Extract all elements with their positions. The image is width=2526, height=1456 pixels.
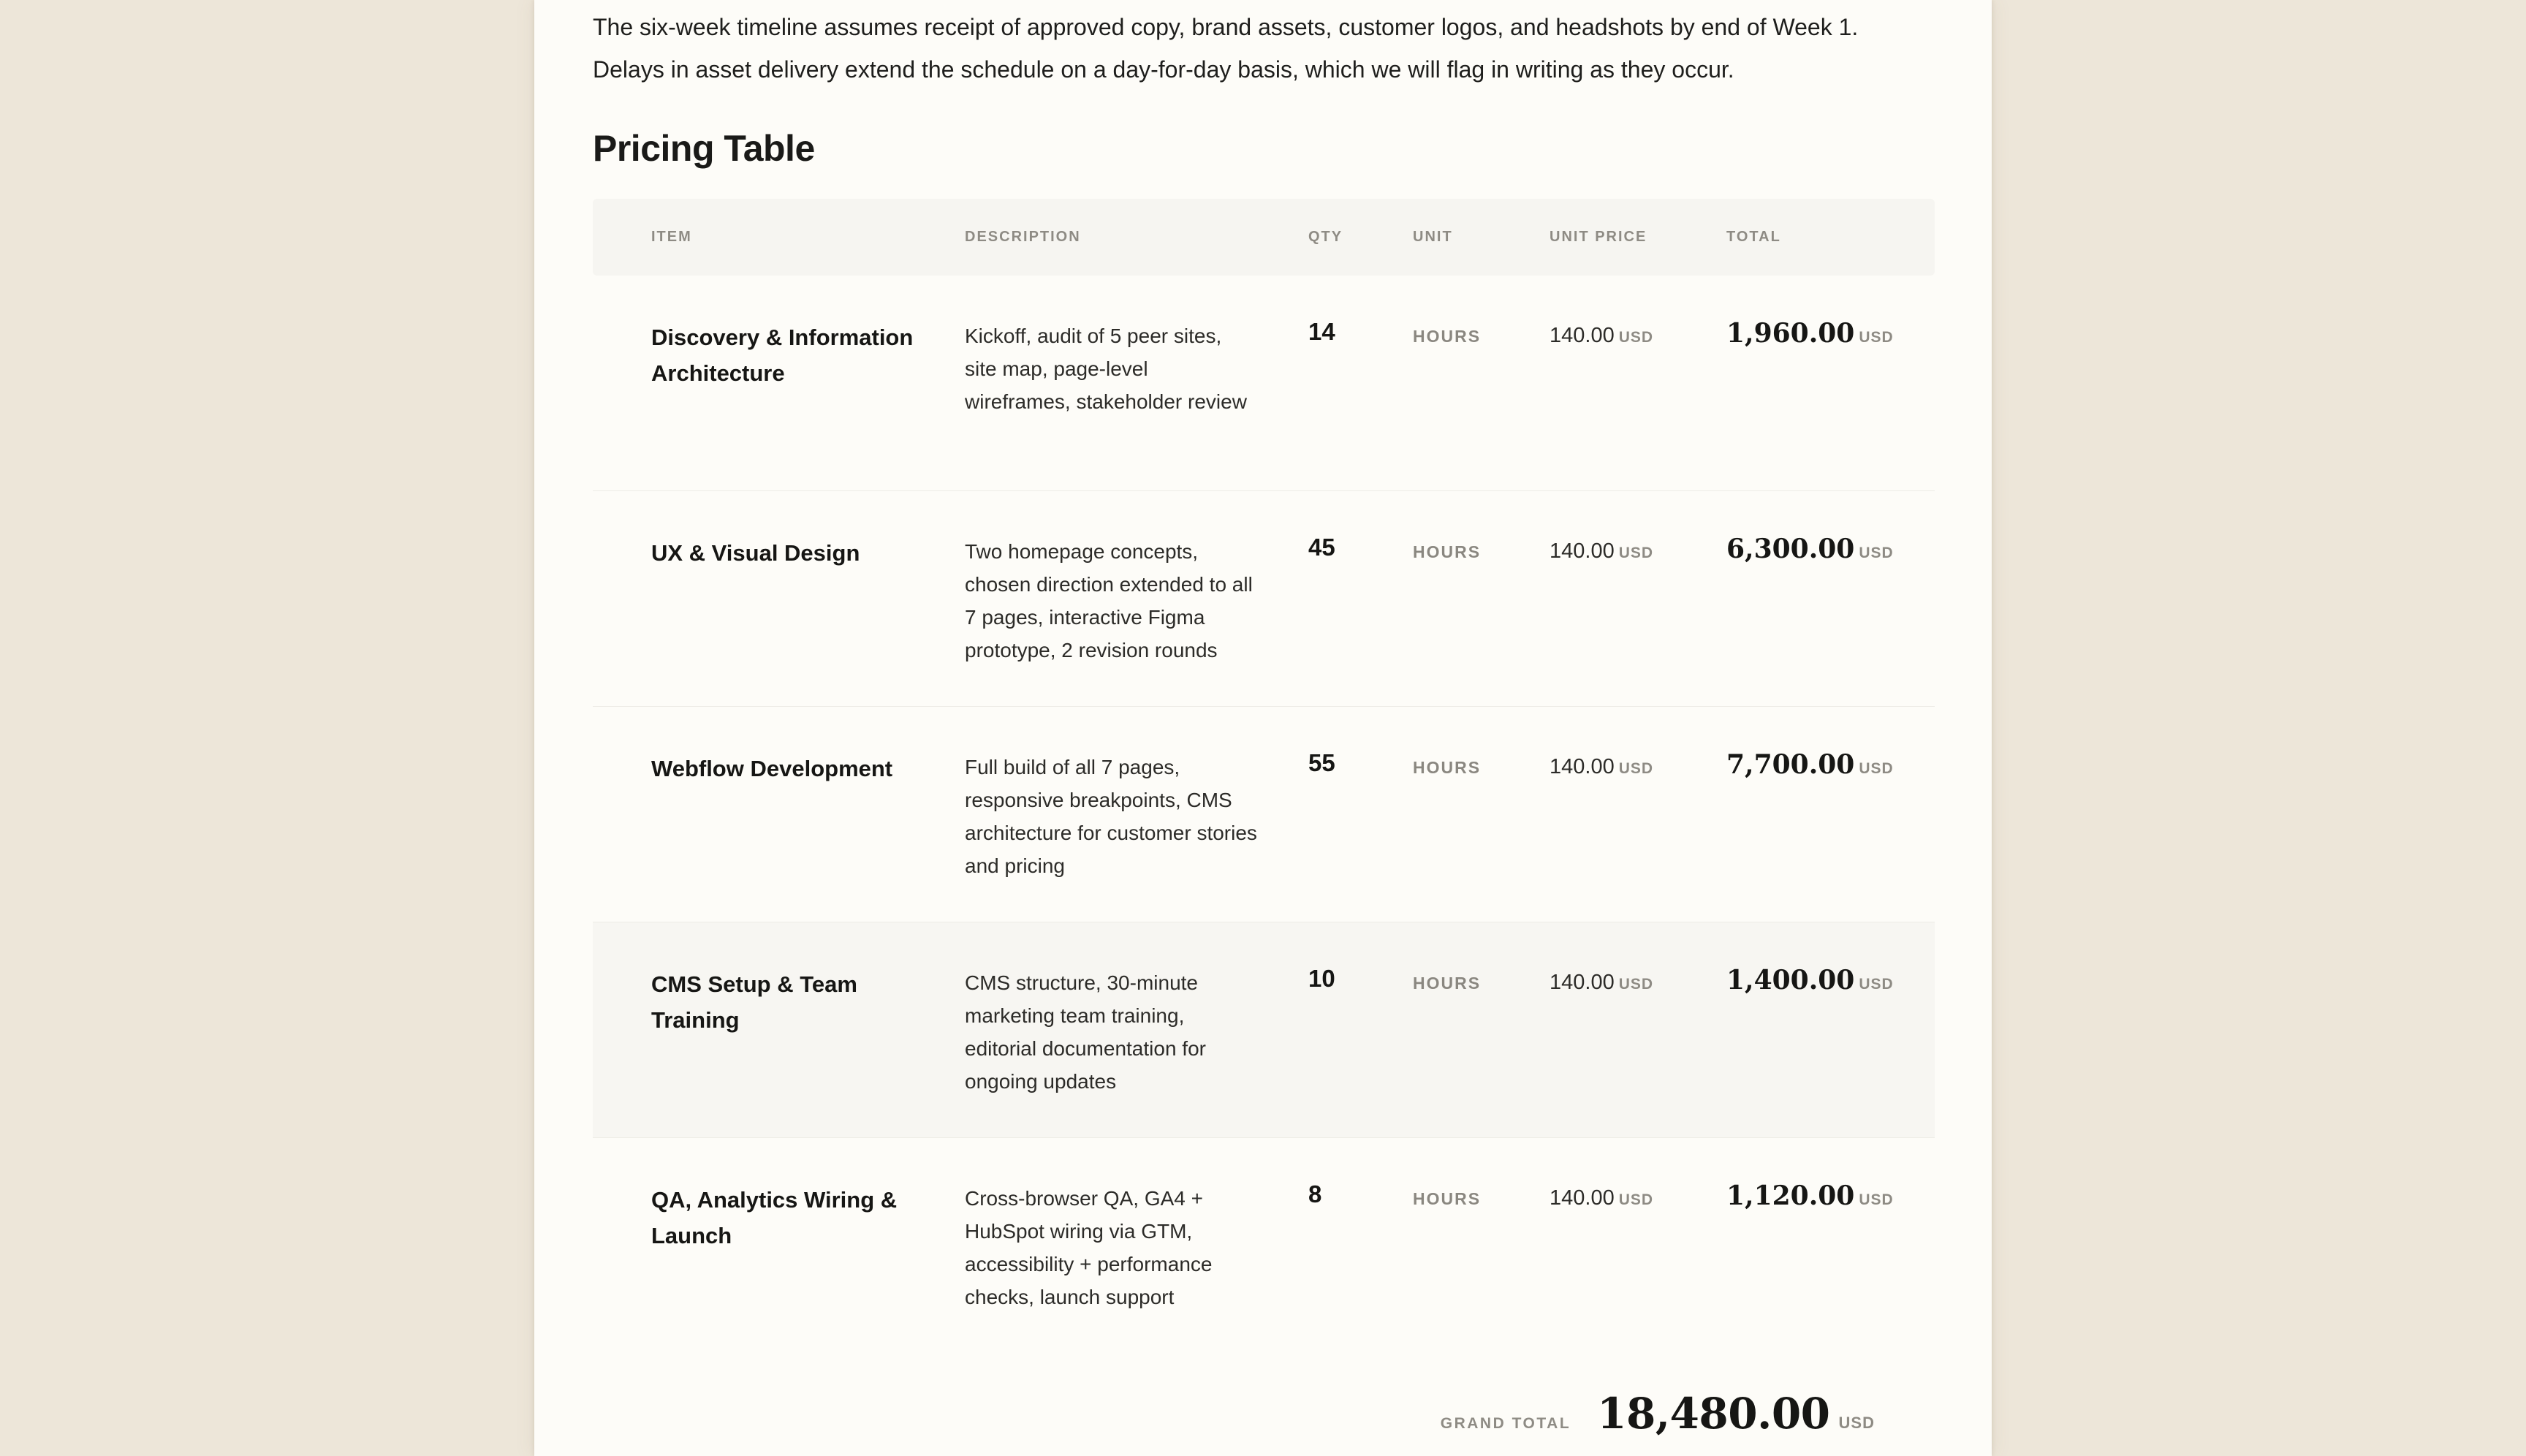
timeline-note-line-2: Delays in asset delivery extend the schedule on a day-for-day basis, which we will flag in writing as they occur. [593, 56, 1734, 83]
row-unit: HOURS [1413, 542, 1482, 561]
row-qty: 14 [1308, 318, 1335, 345]
row-unit: HOURS [1413, 758, 1482, 777]
row-unit-price [1550, 539, 1653, 564]
column-header-qty: QTY [1308, 229, 1343, 245]
row-total [1726, 965, 1894, 996]
row-description: CMS structure, 30-minute marketing team training, editorial documentation for ongoing updates [965, 971, 1206, 1093]
proposal-page [534, 0, 1992, 1456]
total-value: 1,120.00 [1726, 1180, 1855, 1211]
row-unit-price [1550, 1186, 1653, 1210]
column-header-item: ITEM [651, 229, 692, 245]
table-row [593, 1138, 1935, 1353]
row-item-name: UX & Visual Design [651, 540, 860, 566]
currency-label: USD [1618, 976, 1654, 993]
currency-label: USD [1859, 545, 1894, 561]
total-value: 6,300.00 [1726, 534, 1855, 564]
row-unit-price [1550, 324, 1653, 348]
unit-price-value: 140.00 [1550, 539, 1615, 563]
row-item-name: CMS Setup & Team Training [651, 971, 857, 1033]
row-total [1726, 318, 1894, 349]
currency-label: USD [1618, 329, 1654, 346]
timeline-note-line-1: The six-week timeline assumes receipt of approved copy, brand assets, customer logos, and headshots by end of Week 1. [593, 14, 1859, 40]
pricing-table-header [593, 199, 1935, 276]
row-description: Two homepage concepts, chosen direction extended to all 7 pages, interactive Figma prototype, 2 revision rounds [965, 540, 1253, 661]
column-header-unit-price: UNIT PRICE [1550, 229, 1647, 245]
row-description: Cross-browser QA, GA4 + HubSpot wiring via GTM, accessibility + performance checks, launch support [965, 1187, 1213, 1308]
row-item-name: Discovery & Information Architecture [651, 325, 914, 386]
unit-price-value: 140.00 [1550, 324, 1615, 347]
unit-price-value: 140.00 [1550, 1186, 1615, 1210]
row-qty: 10 [1308, 965, 1335, 992]
grand-total-label: GRAND TOTAL [1440, 1415, 1571, 1432]
row-total [1726, 534, 1894, 564]
grand-total-value: 18,480.00 [1597, 1389, 1830, 1438]
currency-label: USD [1618, 545, 1654, 561]
table-row [593, 491, 1935, 707]
currency-label: USD [1859, 760, 1894, 777]
row-unit-price [1550, 755, 1653, 779]
row-description: Kickoff, audit of 5 peer sites, site map, page-level wireframes, stakeholder review [965, 325, 1247, 413]
currency-label: USD [1859, 1191, 1894, 1208]
table-row [593, 276, 1935, 491]
row-unit: HOURS [1413, 327, 1482, 346]
column-header-description: DESCRIPTION [965, 229, 1081, 245]
column-header-total: TOTAL [1726, 229, 1781, 245]
table-row [593, 922, 1935, 1138]
row-unit: HOURS [1413, 1189, 1482, 1208]
row-item-name: Webflow Development [651, 756, 893, 781]
pricing-table-title: Pricing Table [593, 128, 815, 169]
total-value: 7,700.00 [1726, 749, 1855, 780]
currency-label: USD [1618, 1191, 1654, 1208]
currency-label: USD [1838, 1414, 1875, 1432]
currency-label: USD [1618, 760, 1654, 777]
column-header-unit: UNIT [1413, 229, 1453, 245]
row-qty: 45 [1308, 534, 1335, 561]
total-value: 1,400.00 [1726, 965, 1855, 996]
unit-price-value: 140.00 [1550, 971, 1615, 994]
row-total [1726, 749, 1894, 780]
grand-total [1441, 1389, 1875, 1438]
row-total [1726, 1180, 1894, 1211]
currency-label: USD [1859, 976, 1894, 993]
row-unit: HOURS [1413, 974, 1482, 993]
row-item-name: QA, Analytics Wiring & Launch [651, 1187, 898, 1248]
total-value: 1,960.00 [1726, 318, 1855, 349]
timeline-note [593, 6, 1952, 91]
unit-price-value: 140.00 [1550, 755, 1615, 778]
pricing-table [593, 199, 1935, 1353]
currency-label: USD [1859, 329, 1894, 346]
row-description: Full build of all 7 pages, responsive breakpoints, CMS architecture for customer stories and pricing [965, 756, 1257, 877]
table-row [593, 707, 1935, 922]
row-qty: 55 [1308, 749, 1335, 776]
row-unit-price [1550, 971, 1653, 995]
row-qty: 8 [1308, 1180, 1322, 1207]
